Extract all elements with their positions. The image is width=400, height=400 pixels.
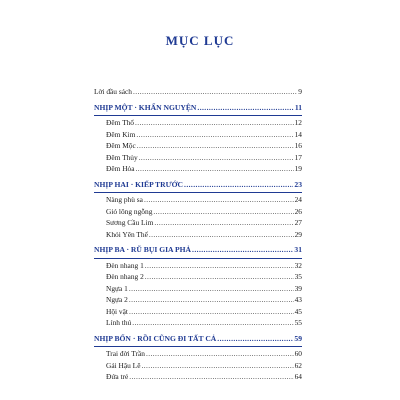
toc-entry-page: 19: [294, 164, 302, 173]
toc-entry[interactable]: [94, 117, 302, 129]
dot-leader: [154, 217, 293, 229]
toc-entry-label: Lính thú: [106, 318, 132, 327]
dot-leader: [136, 129, 293, 141]
toc-entry-page: 29: [294, 229, 302, 239]
section-title: NHỊP MỘT · KHẨN NGUYỆN: [94, 102, 197, 112]
dot-leader: [145, 271, 294, 283]
dot-leader: [137, 140, 294, 152]
section-page: 23: [294, 179, 302, 189]
dot-leader: [146, 348, 294, 360]
toc-entry-label: Khói Yên Thế: [106, 229, 148, 239]
toc-entry-label: Đêm Hỏa: [106, 164, 135, 173]
toc-entry-page: 24: [294, 195, 302, 204]
toc-entry-page: 14: [294, 129, 302, 139]
section-divider: [94, 192, 302, 193]
section-title: NHỊP BA · RŨ BỤI GIA PHẢ: [94, 245, 192, 254]
toc-entry-page: 39: [294, 283, 302, 293]
dot-leader: [132, 317, 293, 329]
toc-entry-label: Đêm Thổ: [106, 118, 134, 127]
toc-entry-label: Gái Hậu Lê: [106, 360, 141, 370]
dot-leader: [149, 229, 294, 241]
toc-entry-page: 45: [294, 306, 302, 316]
toc-entry-label: Hội vật: [106, 306, 128, 316]
dot-leader: [129, 371, 293, 383]
dot-leader: [133, 86, 297, 98]
toc-entry[interactable]: [94, 317, 302, 329]
dot-leader: [153, 206, 293, 218]
dot-leader: [145, 260, 294, 272]
toc-entry[interactable]: [94, 194, 302, 206]
toc-entry-label: Đêm Mộc: [106, 141, 136, 150]
toc-entry-page: 64: [294, 372, 302, 381]
dot-leader: [217, 333, 293, 345]
dot-leader: [139, 152, 294, 164]
section-page: 11: [294, 102, 302, 112]
toc-entry[interactable]: [94, 371, 302, 383]
dot-leader: [141, 360, 293, 372]
toc-entry-page: 55: [294, 318, 302, 327]
toc-entry-label: Đêm Thủy: [106, 152, 138, 162]
toc-entry-page: 62: [294, 360, 302, 370]
toc-entry[interactable]: [94, 217, 302, 229]
dot-leader: [135, 117, 294, 129]
section-page: 31: [294, 245, 302, 254]
dot-leader: [197, 102, 293, 114]
toc-entry-label: Đèn nhang 1: [106, 260, 144, 270]
toc-entry-label: Đêm Kim: [106, 129, 136, 139]
toc-entry[interactable]: [94, 140, 302, 152]
toc-entry-label: Đứa trẻ: [106, 372, 129, 381]
toc-entry-page: 27: [294, 218, 302, 227]
toc-entry-page: 16: [294, 141, 302, 150]
toc-entry[interactable]: [94, 260, 302, 272]
toc-entry[interactable]: [94, 306, 302, 318]
toc-section-1[interactable]: [94, 102, 302, 114]
dot-leader: [129, 306, 294, 318]
dot-leader: [184, 179, 293, 191]
toc-section-4[interactable]: [94, 333, 302, 345]
dot-leader: [129, 283, 294, 295]
toc-entry-page: 9: [298, 87, 302, 96]
toc-preface[interactable]: [94, 86, 302, 98]
toc-entry-page: 43: [294, 295, 302, 304]
section-title: NHỊP BỐN · RỒI CŨNG ĐI TẤT CẢ: [94, 333, 217, 343]
toc-section-2[interactable]: [94, 179, 302, 191]
toc-entry-label: Sương Cầu Lim: [106, 218, 154, 227]
toc-entry-label: Lời đầu sách: [94, 87, 132, 96]
dot-leader: [192, 244, 293, 256]
section-divider: [94, 258, 302, 259]
toc-entry-label: Ngựa 1: [106, 283, 128, 293]
toc-entry-page: 32: [294, 260, 302, 270]
dot-leader: [129, 294, 294, 306]
toc-entry-label: Đèn nhang 2: [106, 272, 144, 281]
section-page: 59: [294, 333, 302, 343]
section-divider: [94, 346, 302, 347]
toc-entry-page: 35: [294, 272, 302, 281]
toc-entry[interactable]: [94, 129, 302, 141]
toc-entry[interactable]: [94, 283, 302, 295]
toc-entry-label: Nàng phù sa: [106, 195, 143, 204]
toc-entry[interactable]: [94, 229, 302, 241]
toc-entry-page: 12: [294, 118, 302, 127]
toc-entry[interactable]: [94, 360, 302, 372]
dot-leader: [136, 163, 294, 175]
dot-leader: [144, 194, 294, 206]
page-title: MỤC LỤC: [165, 33, 235, 48]
toc-entry-label: Trai đời Trần: [106, 349, 145, 358]
toc-entry-page: 60: [294, 349, 302, 358]
toc-entry-page: 17: [294, 152, 302, 162]
table-of-contents: [94, 86, 302, 383]
toc-entry-label: Gió lông ngỗng: [106, 206, 153, 216]
toc-entry[interactable]: [94, 152, 302, 164]
toc-section-3[interactable]: [94, 244, 302, 256]
toc-entry[interactable]: [94, 163, 302, 175]
toc-entry-page: 26: [294, 206, 302, 216]
toc-entry[interactable]: [94, 348, 302, 360]
toc-entry[interactable]: [94, 294, 302, 306]
toc-entry[interactable]: [94, 206, 302, 218]
section-divider: [94, 115, 302, 116]
toc-entry-label: Ngựa 2: [106, 295, 128, 304]
toc-entry[interactable]: [94, 271, 302, 283]
section-title: NHỊP HAI · KIẾP TRƯỚC: [94, 179, 184, 189]
